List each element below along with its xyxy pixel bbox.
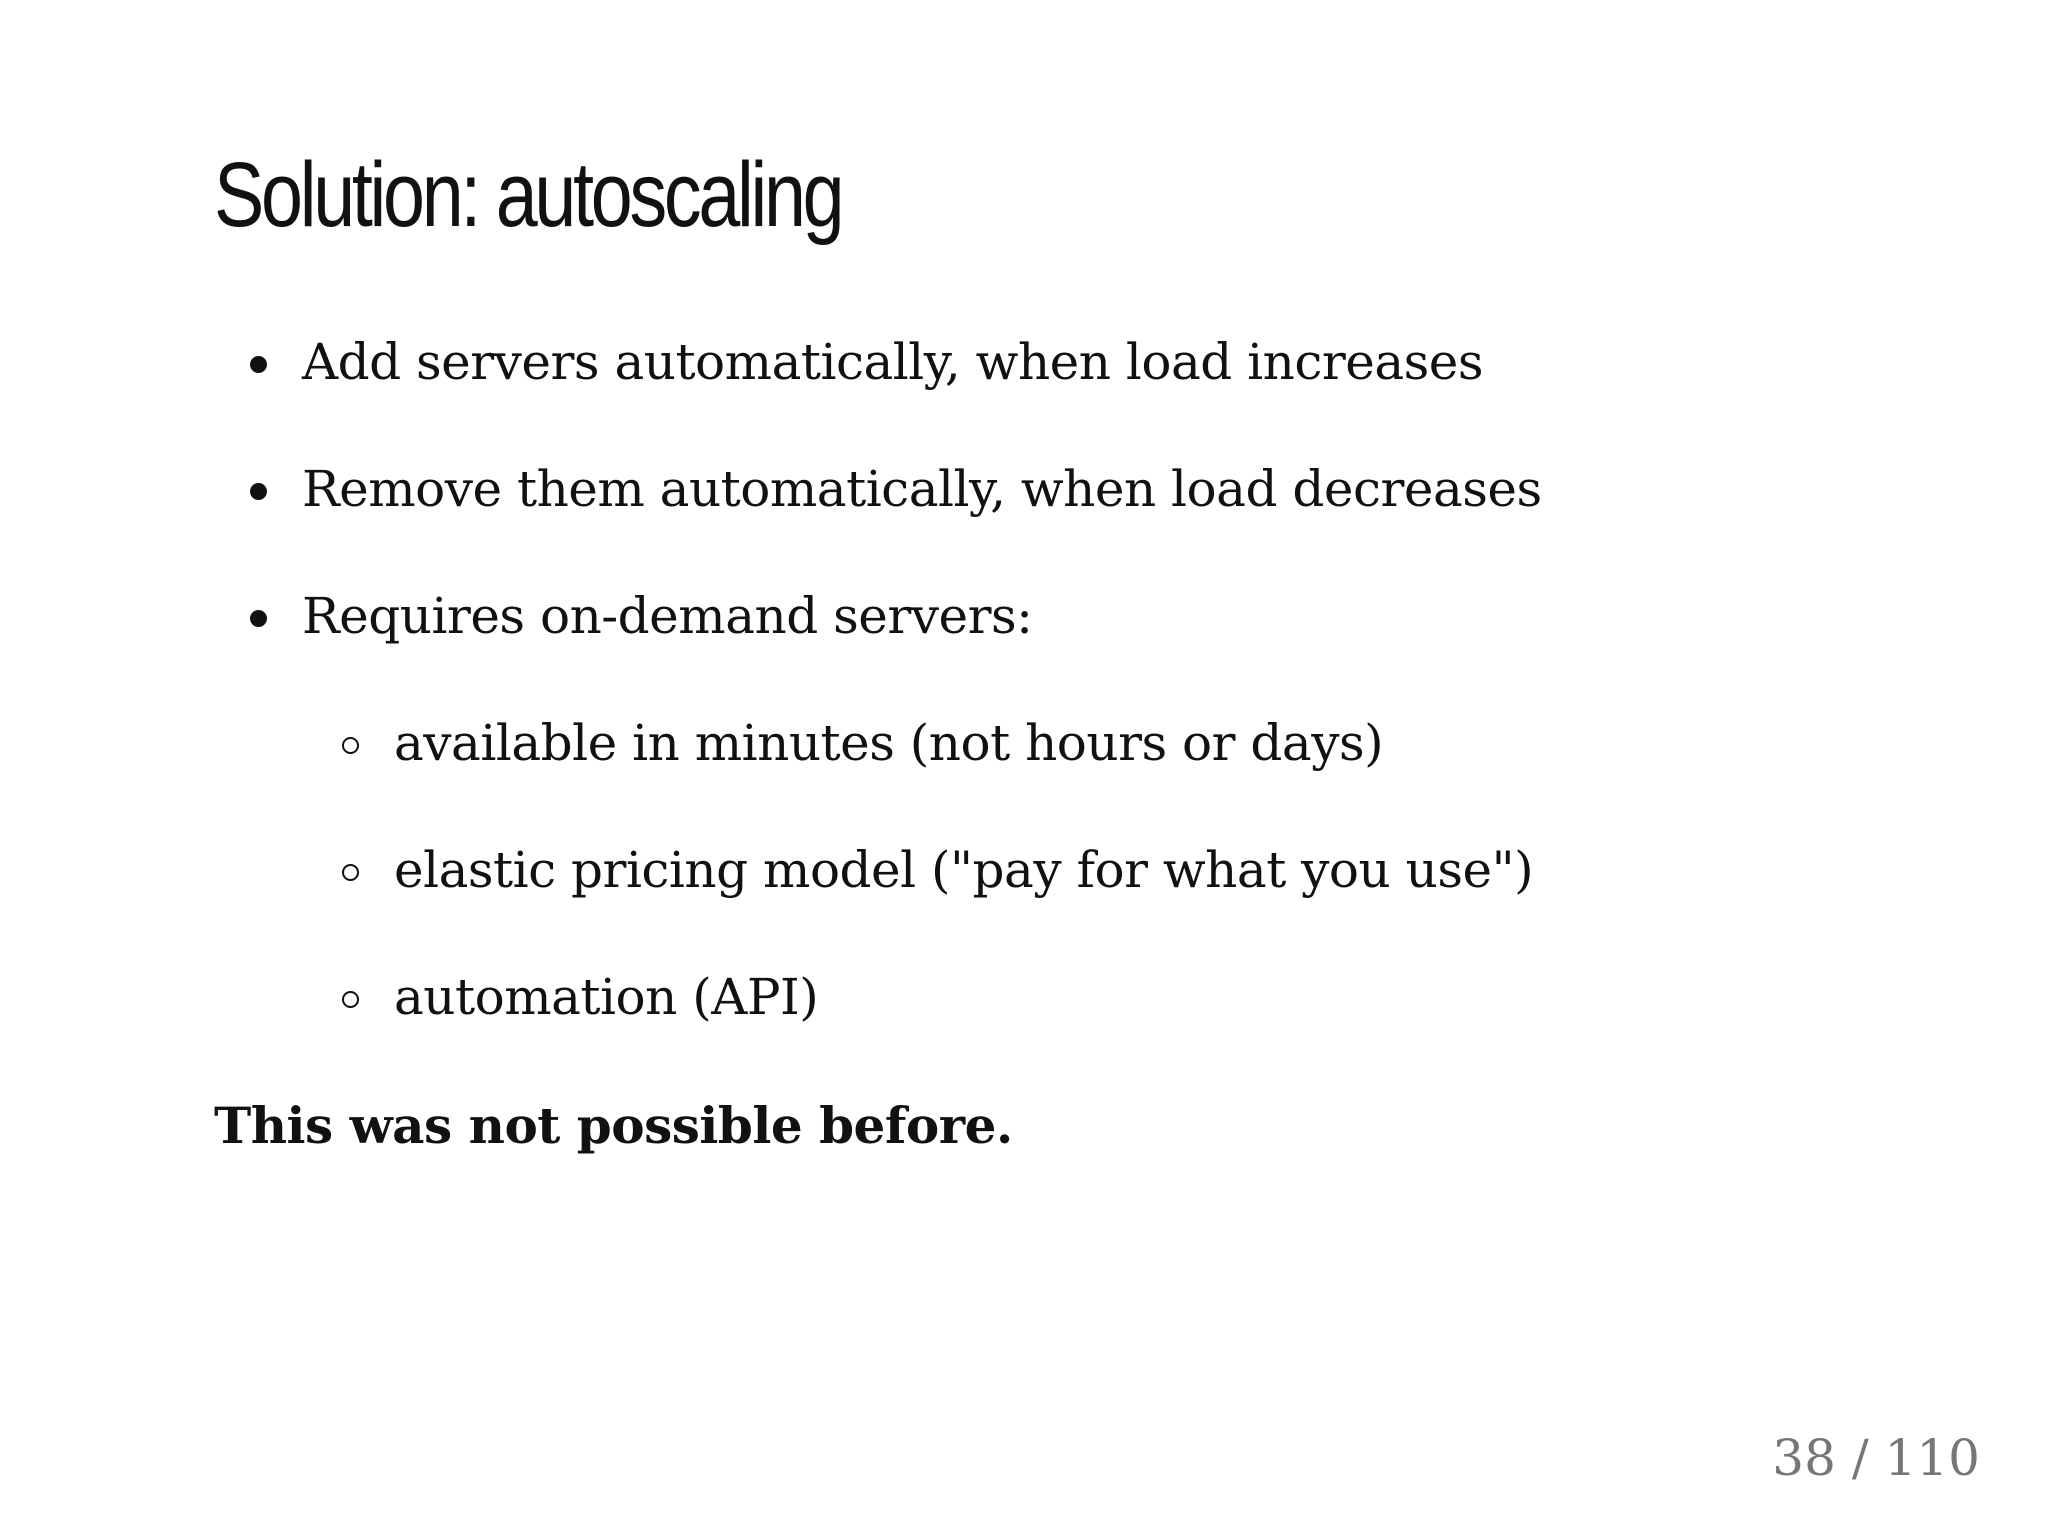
bullet-item xyxy=(302,332,1483,392)
sub-bullet-text: available in minutes (not hours or days) xyxy=(394,714,1384,772)
bullet-dot-icon xyxy=(250,610,267,627)
bullet-circle-icon xyxy=(342,991,359,1008)
sub-bullet-text: automation (API) xyxy=(394,968,819,1026)
slide-title: Solution: autoscaling xyxy=(214,144,842,246)
bullet-text: Remove them automatically, when load decreases xyxy=(302,460,1542,518)
sub-bullet-item xyxy=(394,967,818,1027)
sub-bullet-item xyxy=(394,840,1533,900)
bullet-text: Add servers automatically, when load increases xyxy=(302,333,1484,391)
bullet-dot-icon xyxy=(250,483,267,500)
sub-bullet-text: elastic pricing model ("pay for what you use") xyxy=(394,841,1534,899)
bullet-circle-icon xyxy=(342,737,359,754)
bullet-item xyxy=(302,459,1542,519)
bullet-text: Requires on-demand servers: xyxy=(302,587,1033,645)
bullet-item xyxy=(302,586,1033,646)
sub-bullet-item xyxy=(394,713,1383,773)
bullet-dot-icon xyxy=(250,356,267,373)
conclusion-text: This was not possible before. xyxy=(214,1096,1013,1155)
page-number: 38 / 110 xyxy=(1772,1429,1980,1487)
bullet-circle-icon xyxy=(342,864,359,881)
